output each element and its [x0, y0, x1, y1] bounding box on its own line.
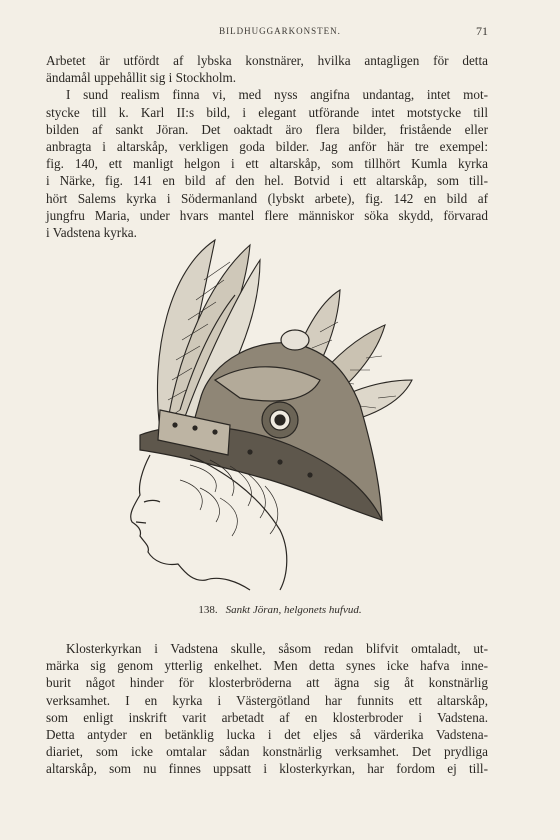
paragraph-bottom: [46, 640, 488, 778]
figure-caption-text: Sankt Jöran, helgonets hufvud.: [225, 604, 362, 616]
text-line: altarskåp, som nu finnes uppsatt i klosterkyrkan, har fordom ej till-: [46, 761, 488, 777]
text-line: stycke till k. Karl II:s bild, i elegant utförande intet motstycke till: [46, 104, 488, 120]
text-line: i Närke, fig. 141 en bild af den hel. Botvid i ett altarskåp, som till-: [46, 173, 488, 189]
figure-caption: [0, 604, 560, 616]
text-line: fig. 140, ett manligt helgon i ett altarskåp, som tillhört Kumla kyrka: [46, 156, 488, 172]
text-line: i Vadstena kyrka.: [46, 224, 137, 240]
text-line: verksamhet. I en kyrka i Västergötland har funnits ett altarskåp,: [46, 692, 488, 708]
text-line: som enligt inskrift varit arbetadt af en klosterbroder i Vadstena.: [46, 709, 488, 725]
text-line: jungfru Maria, under hvars mantel flere människor söka skydd, förvarad: [46, 207, 488, 223]
text-line: hört Salems kyrka i Södermanland (lybskt arbete), fig. 142 en bild af: [46, 190, 488, 206]
text-line: märka sig genom ytterlig enkelhet. Men detta synes icke hafva inne-: [46, 658, 488, 674]
running-head: [0, 26, 560, 40]
text-line: Arbetet är utfördt af lybska konstnärer, hvilka antagligen för detta: [46, 53, 488, 68]
text-line: Detta antyder en betänklig lucka i det eljes så värderika Vadstena-: [46, 726, 488, 742]
page-number: 71: [476, 24, 488, 38]
figure-number: 138.: [198, 604, 218, 616]
running-title: BILDHUGGARKONSTEN.: [219, 26, 341, 36]
text-line: bilden af sankt Jöran. Det oaktadt äro flera bilder, fristående eller: [46, 121, 488, 137]
text-line: ändamål uppehållit sig i Stockholm.: [46, 70, 237, 86]
text-line: diariet, som icke omtalar sådan konstnärlig verksamhet. Det prydliga: [46, 744, 488, 760]
text-line: I sund realism finna vi, med nyss angifna undantag, intet mot-: [66, 87, 488, 103]
text-line: burit något hinder för klosterbröderna att ägna sig åt konstnärlig: [46, 675, 488, 691]
text-line: anbragta i altarskåp, verkligen goda bilder. Jag anför här tre exempel:: [46, 138, 488, 154]
paragraph-top: [46, 52, 488, 241]
text-line: Klosterkyrkan i Vadstena skulle, såsom redan blifvit omtaladt, ut-: [66, 641, 488, 656]
figure-illustration: [120, 230, 430, 602]
